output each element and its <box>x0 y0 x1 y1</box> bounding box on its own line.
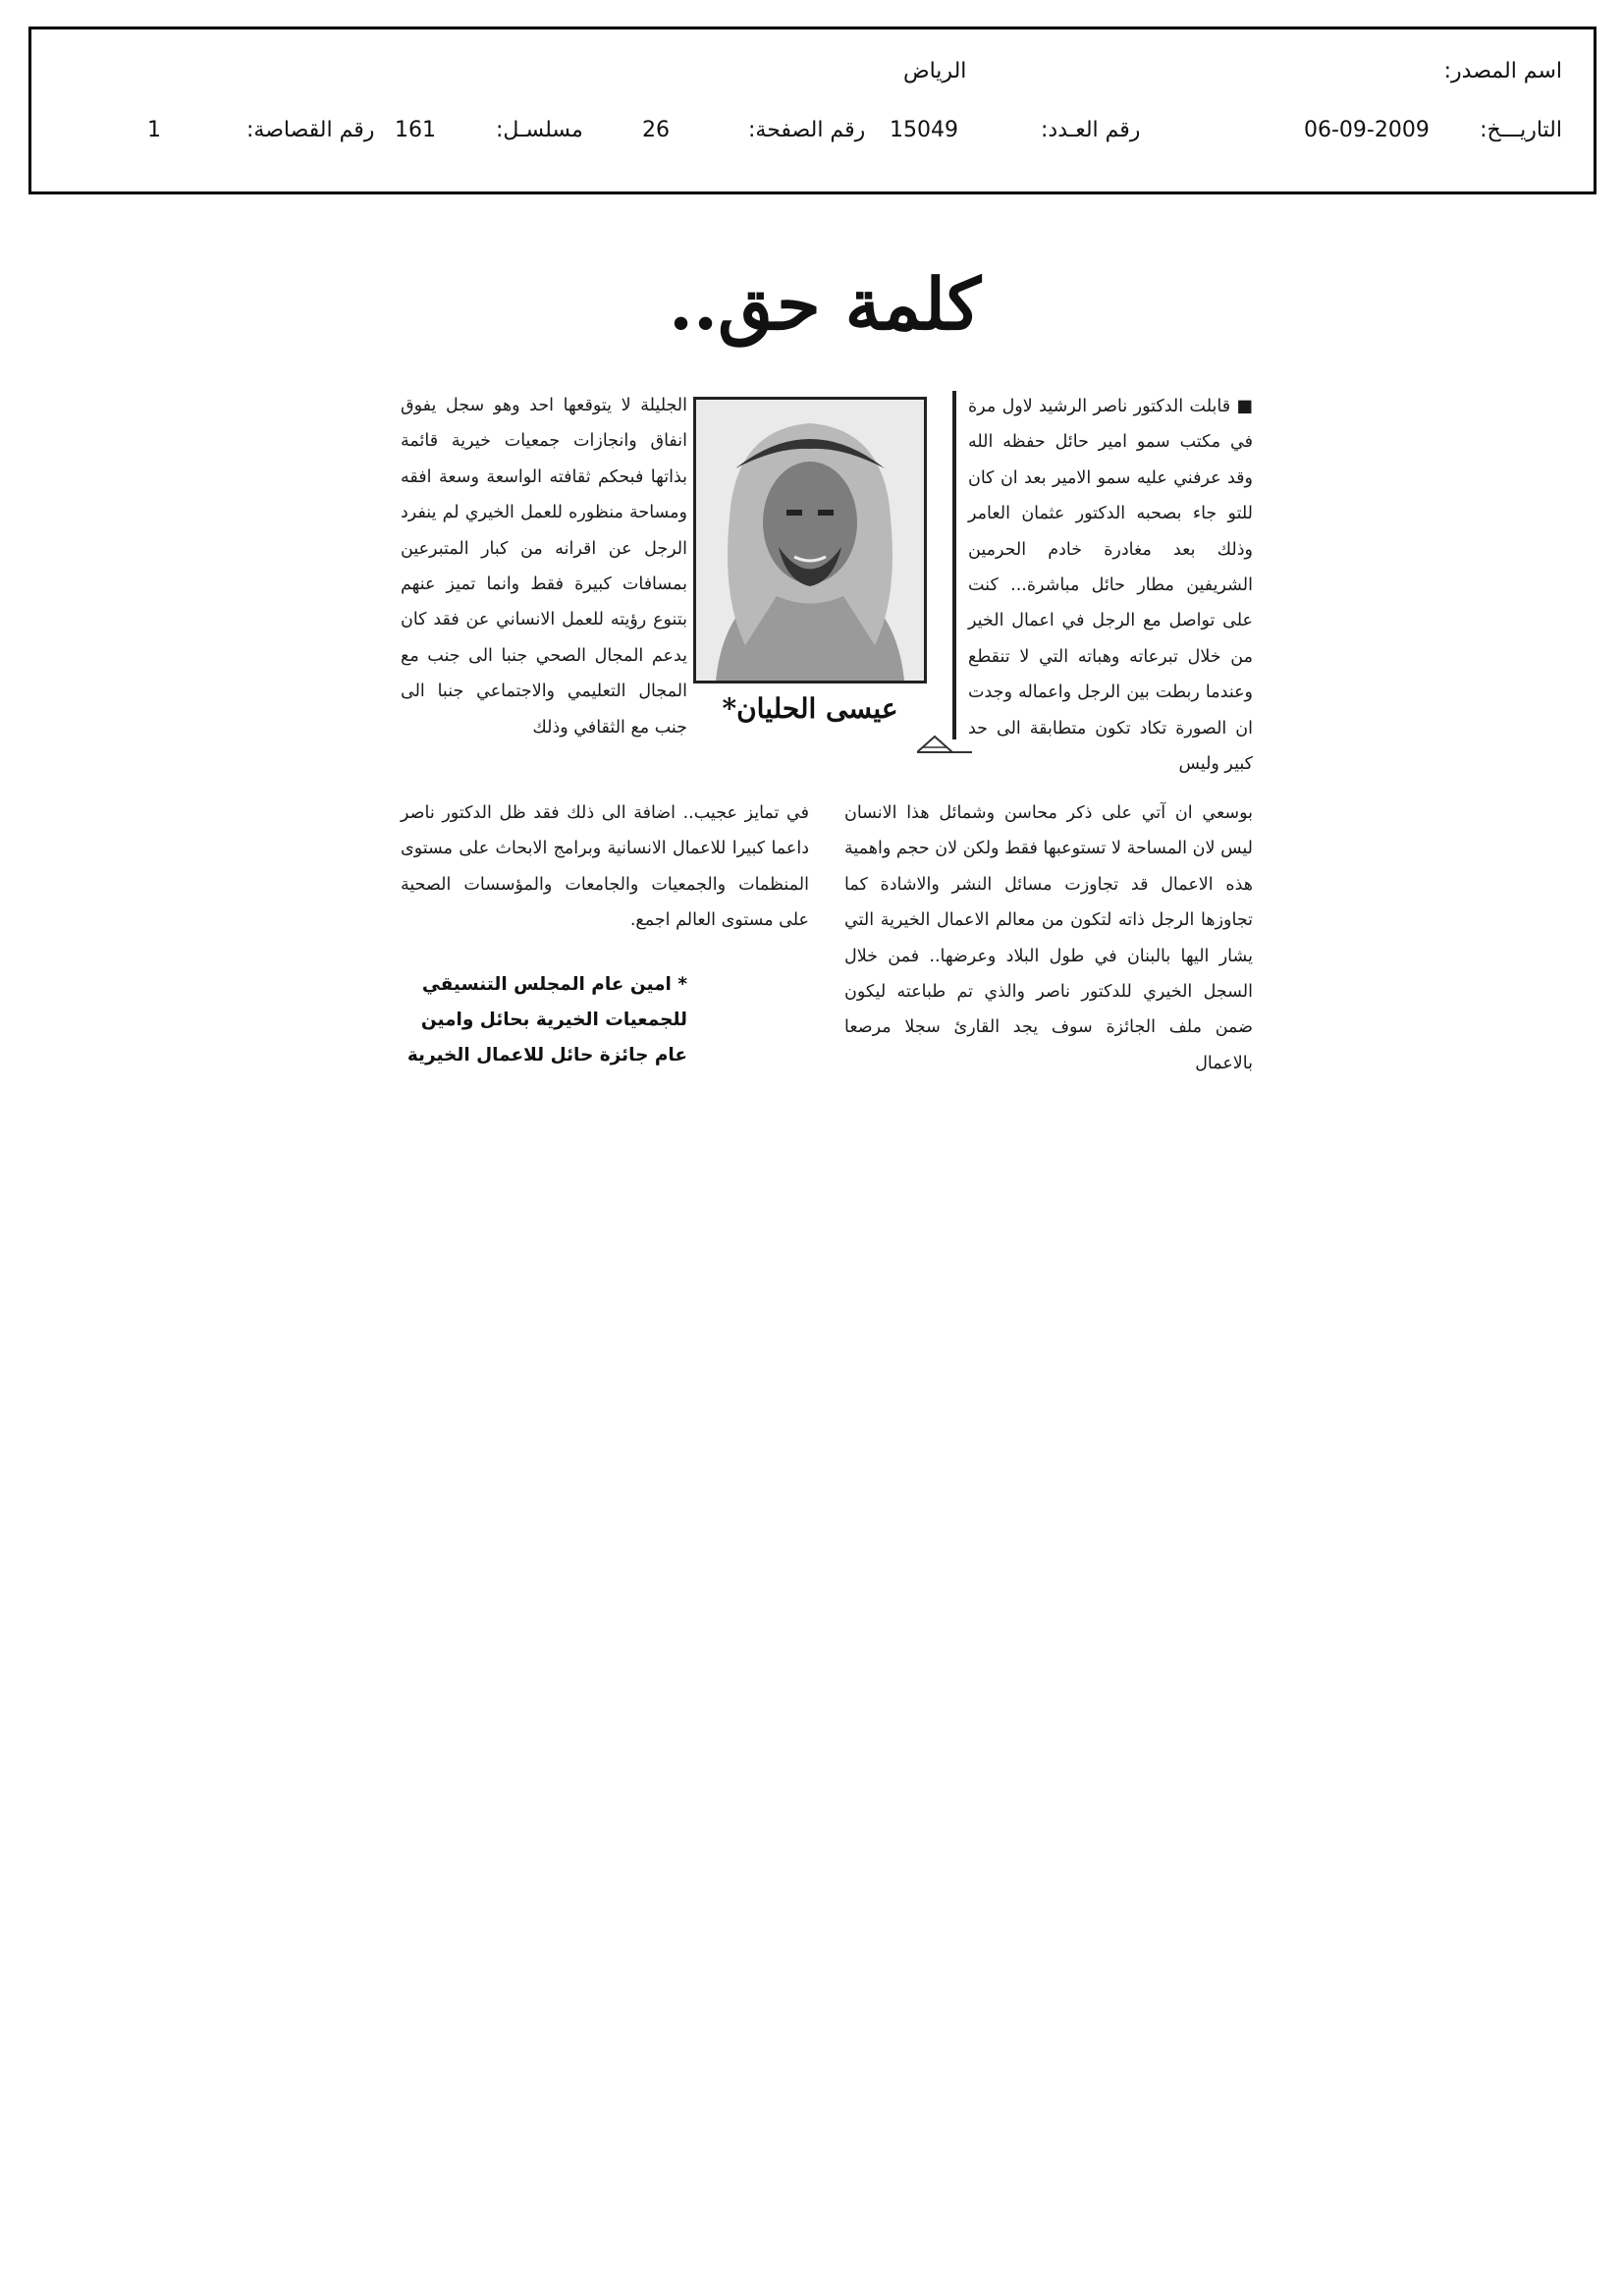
article-column-left-top <box>401 388 687 745</box>
clip-label: رقم القصاصة: <box>246 118 375 142</box>
author-footnote: * امين عام المجلس التنسيقي للجمعيات الخيرية بحائل وامين عام جائزة حائل للاعمال الخيرية <box>406 974 687 1066</box>
issue-label: رقم العـدد: <box>1041 118 1141 142</box>
column-left-bottom-text: في تمايز عجيب.. اضافة الى ذلك فقد ظل الدكتور ناصر داعما كبيرا للاعمال الانسانية وبرامج الابحاث على مستوى المنظمات والجمعيات والجامعات والمؤسسات الصحية على مستوى العالم اجمع. <box>401 803 809 931</box>
article-column-left-bottom <box>401 795 809 939</box>
date-label: التاريـــخ: <box>1480 118 1562 142</box>
column-right-text: ■ قابلت الدكتور ناصر الرشيد لاول مرة في مكتب سمو امير حائل حفظه الله وقد عرفني عليه سمو الامير بعد ان كان للتو جاء بصحبه الدكتور عثمان العامر وذلك بعد مغادرة خادم الحرمين الشريفين مطار حائل مباشرة... كنت على تواصل مع الرجل في اعمال الخير من خلال تبرعاته وهباته التي لا تنقطع وعندما ربطت بين الرجل واعماله وجدت ان الصورة تكاد تكون متطابقة الى حد كبير وليس <box>968 397 1253 775</box>
source-value: الرياض <box>903 59 967 83</box>
article-title: كلمة حق.. <box>668 262 982 346</box>
clipping-metadata-box <box>28 27 1596 194</box>
page-value: 26 <box>642 118 670 142</box>
issue-value: 15049 <box>890 118 958 142</box>
author-byline: عيسى الحليان* <box>722 692 898 725</box>
page-label: رقم الصفحة: <box>748 118 866 142</box>
article-column-right <box>968 389 1253 782</box>
serial-value: 161 <box>395 118 436 142</box>
clip-value: 1 <box>147 118 161 142</box>
column-divider <box>952 391 956 739</box>
serial-label: مسلسـل: <box>496 118 583 142</box>
portrait-photo <box>696 400 924 681</box>
article-column-middle <box>844 795 1253 1081</box>
column-left-top-text: الجليلة لا يتوقعها احد وهو سجل يفوق انفاق وانجازات جمعيات خيرية قائمة بذاتها فبحكم ثقافته الواسعة وسعة افقه ومساحة منظوره للعمل الخيري لم ينفرد الرجل عن اقرانه من كبار المتبرعين بمسافات كبيرة فقط وانما تميز عنهم بتنوع رؤيته للعمل الانساني عن فقد كان يدعم المجال الصحي جنبا الى جنب مع المجال التعليمي والاجتماعي جنبا الى جنب مع الثقافي وذلك <box>401 396 687 738</box>
date-value: 06-09-2009 <box>1304 118 1430 142</box>
triangle-ornament-icon <box>917 735 972 754</box>
column-middle-text: بوسعي ان آتي على ذكر محاسن وشمائل هذا الانسان ليس لان المساحة لا تستوعبها فقط ولكن لان حجم واهمية هذه الاعمال قد تجاوزت مسائل النشر والاشادة كما تجاوزها الرجل ذاته لتكون من معالم الاعمال الخيرية التي يشار اليها بالبنان في طول البلاد وعرضها.. فمن خلال السجل الخيري للدكتور ناصر والذي تم طباعته ليكون ضمن ملف الجائزة سوف يجد القارئ سجلا مرصعا بالاعمال <box>844 803 1253 1073</box>
source-label: اسم المصدر: <box>1443 59 1562 83</box>
author-photo <box>693 397 927 683</box>
